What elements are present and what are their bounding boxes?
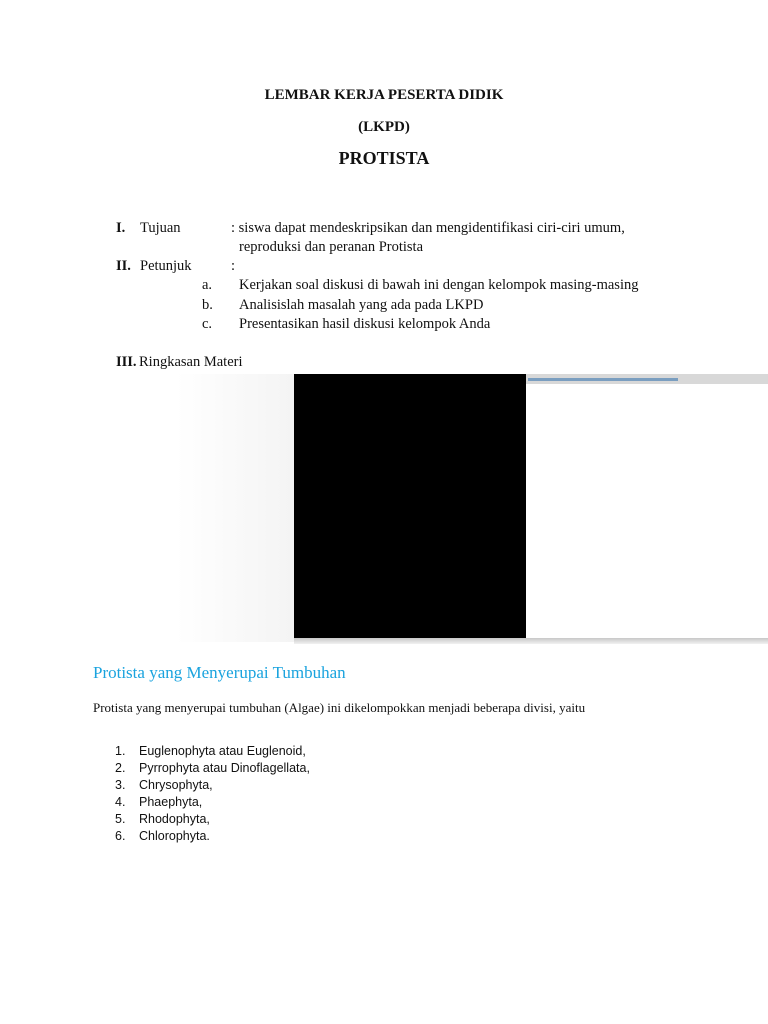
section-1-numeral: I. — [116, 220, 126, 236]
list-text: Rhodophyta, — [139, 812, 210, 826]
list-number: 3. — [115, 778, 126, 792]
document-topic: PROTISTA — [338, 148, 430, 168]
document-title: LEMBAR KERJA PESERTA DIDIK — [264, 87, 504, 103]
content-heading: Protista yang Menyerupai Tumbuhan — [93, 663, 346, 682]
instruction-marker: b. — [202, 297, 213, 313]
image-white-panel — [526, 374, 768, 642]
instruction-marker: c. — [202, 316, 213, 332]
list-text: Chrysophyta, — [139, 778, 213, 792]
section-2-colon: : — [231, 258, 236, 274]
instruction-item: Presentasikan hasil diskusi kelompok Anda — [239, 316, 491, 332]
section-1-text-line1: : siswa dapat mendeskripsikan dan mengidentifikasi ciri-ciri umum, — [231, 220, 625, 236]
instruction-marker: a. — [202, 277, 213, 293]
list-number: 5. — [115, 812, 126, 826]
summary-image — [176, 374, 768, 646]
section-3-numeral: III. — [116, 354, 137, 370]
list-text: Phaephyta, — [139, 795, 203, 809]
list-number: 6. — [115, 829, 126, 843]
document-subtitle: (LKPD) — [358, 119, 410, 135]
instruction-item: Kerjakan soal diskusi di bawah ini dengan kelompok masing-masing — [239, 277, 639, 293]
list-text: Euglenophyta atau Euglenoid, — [139, 744, 306, 758]
instruction-item: Analisislah masalah yang ada pada LKPD — [239, 297, 484, 313]
list-text: Pyrrophyta atau Dinoflagellata, — [139, 761, 310, 775]
section-1-label: Tujuan — [140, 220, 181, 236]
section-2-label: Petunjuk — [140, 258, 192, 274]
list-number: 1. — [115, 744, 126, 758]
image-bottom-edge — [294, 638, 768, 644]
image-left-area — [176, 374, 294, 642]
image-top-bar — [528, 378, 678, 381]
list-number: 4. — [115, 795, 126, 809]
section-2-numeral: II. — [116, 258, 131, 274]
section-1-text-line2: reproduksi dan peranan Protista — [239, 239, 424, 255]
list-number: 2. — [115, 761, 126, 775]
content-paragraph: Protista yang menyerupai tumbuhan (Algae) ini dikelompokkan menjadi beberapa divisi, yaitu — [93, 700, 586, 715]
section-3-label: Ringkasan Materi — [139, 354, 243, 370]
image-black-panel — [294, 374, 526, 642]
list-text: Chlorophyta. — [139, 829, 210, 843]
